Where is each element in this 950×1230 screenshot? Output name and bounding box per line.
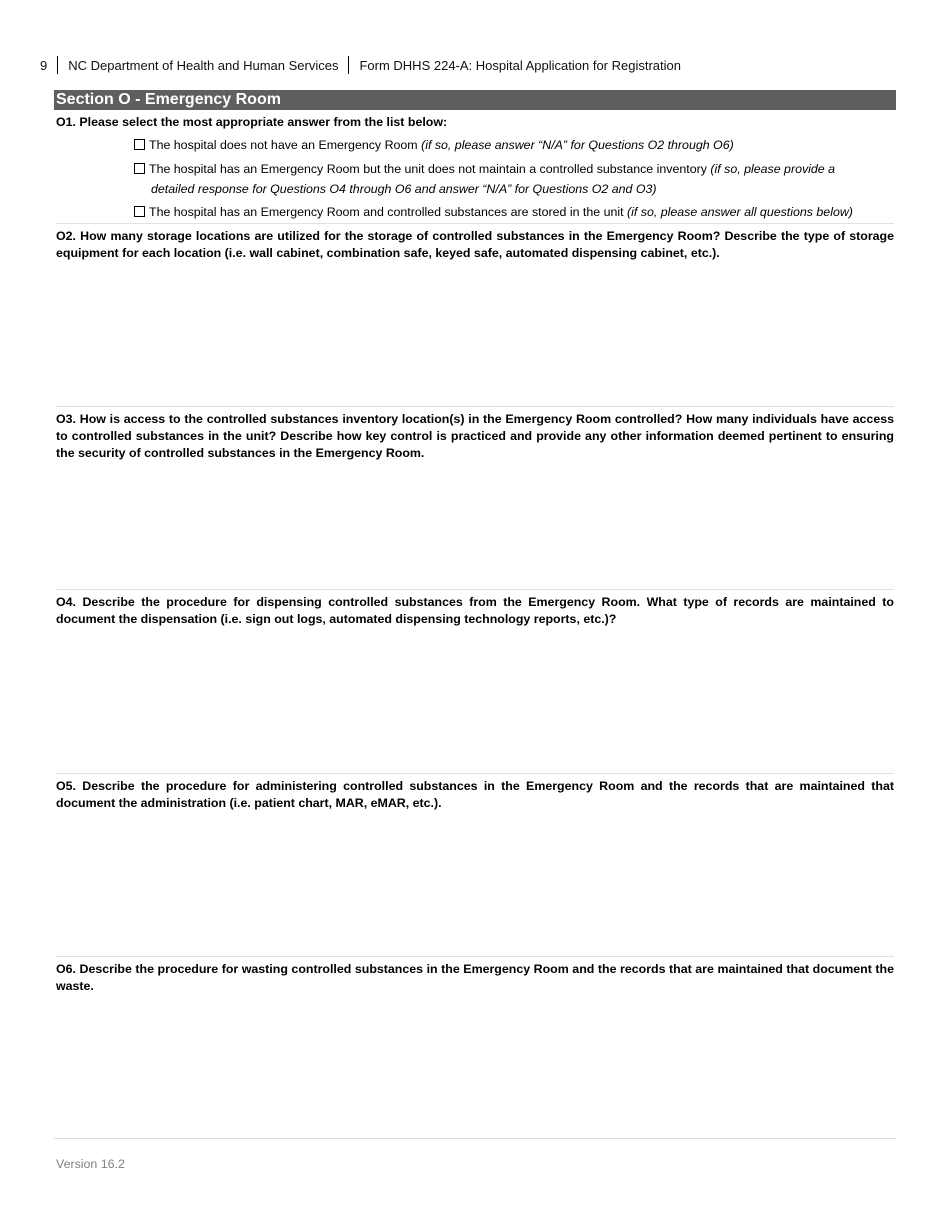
- page-header: [40, 55, 681, 75]
- question-o1: O1. Please select the most appropriate answer from the list below:: [56, 115, 448, 129]
- divider: [56, 223, 894, 224]
- divider: [56, 956, 894, 957]
- divider: [56, 406, 894, 407]
- form-title: Form DHHS 224-A: Hospital Application for Registration: [359, 57, 681, 73]
- o1-checkbox-1[interactable]: [134, 139, 145, 150]
- section-title: Section O - Emergency Room: [54, 90, 896, 110]
- o1-option-1: [134, 135, 874, 155]
- o1-option-2-text: The hospital has an Emergency Room but the unit does not maintain a controlled substance inventory: [149, 162, 711, 176]
- question-o3: O3. How is access to the controlled substances inventory location(s) in the Emergency Room controlled? How many individuals have access to controlled substances in the unit? Describe how key control is practiced and provide any other information deemed pertinent to ensuring the security of controlled substances in the Emergency Room.: [56, 412, 894, 460]
- o1-checkbox-3[interactable]: [134, 206, 145, 217]
- question-o2: O2. How many storage locations are utilized for the storage of controlled substances in the Emergency Room? Describe the type of storage equipment for each location (i.e. wall cabinet, combination safe, keyed safe, automated dispensing cabinet, etc.).: [56, 229, 894, 260]
- divider: [56, 589, 894, 590]
- o1-option-1-note: (if so, please answer “N/A” for Questions O2 through O6): [421, 138, 734, 152]
- question-o4: O4. Describe the procedure for dispensing controlled substances from the Emergency Room. What type of records are maintained to document the dispensation (i.e. sign out logs, automated dispensing technology reports, etc.)?: [56, 595, 894, 626]
- divider: [56, 773, 894, 774]
- o1-option-3: [134, 202, 874, 222]
- footer-divider: [54, 1138, 896, 1139]
- o1-option-2-note-continued: detailed response for Questions O4 through O6 and answer “N/A” for Questions O2 and O3): [151, 182, 657, 196]
- page-number: 9: [40, 57, 48, 73]
- o1-option-3-text: The hospital has an Emergency Room and controlled substances are stored in the unit: [149, 205, 628, 219]
- header-divider: [348, 56, 349, 74]
- o1-option-2-note: (if so, please provide a: [710, 162, 836, 176]
- o1-option-1-text: The hospital does not have an Emergency Room: [149, 138, 422, 152]
- department-name: NC Department of Health and Human Services: [68, 57, 339, 73]
- o1-checkbox-2[interactable]: [134, 163, 145, 174]
- header-divider: [57, 56, 58, 74]
- question-o6: O6. Describe the procedure for wasting controlled substances in the Emergency Room and the records that are maintained that document the waste.: [56, 962, 894, 993]
- o1-option-2: [134, 159, 874, 199]
- question-o5: O5. Describe the procedure for administering controlled substances in the Emergency Room and the records that are maintained that document the administration (i.e. patient chart, MAR, eMAR, etc.).: [56, 779, 894, 810]
- version-label: Version 16.2: [56, 1157, 125, 1171]
- o1-option-3-note: (if so, please answer all questions below): [627, 205, 853, 219]
